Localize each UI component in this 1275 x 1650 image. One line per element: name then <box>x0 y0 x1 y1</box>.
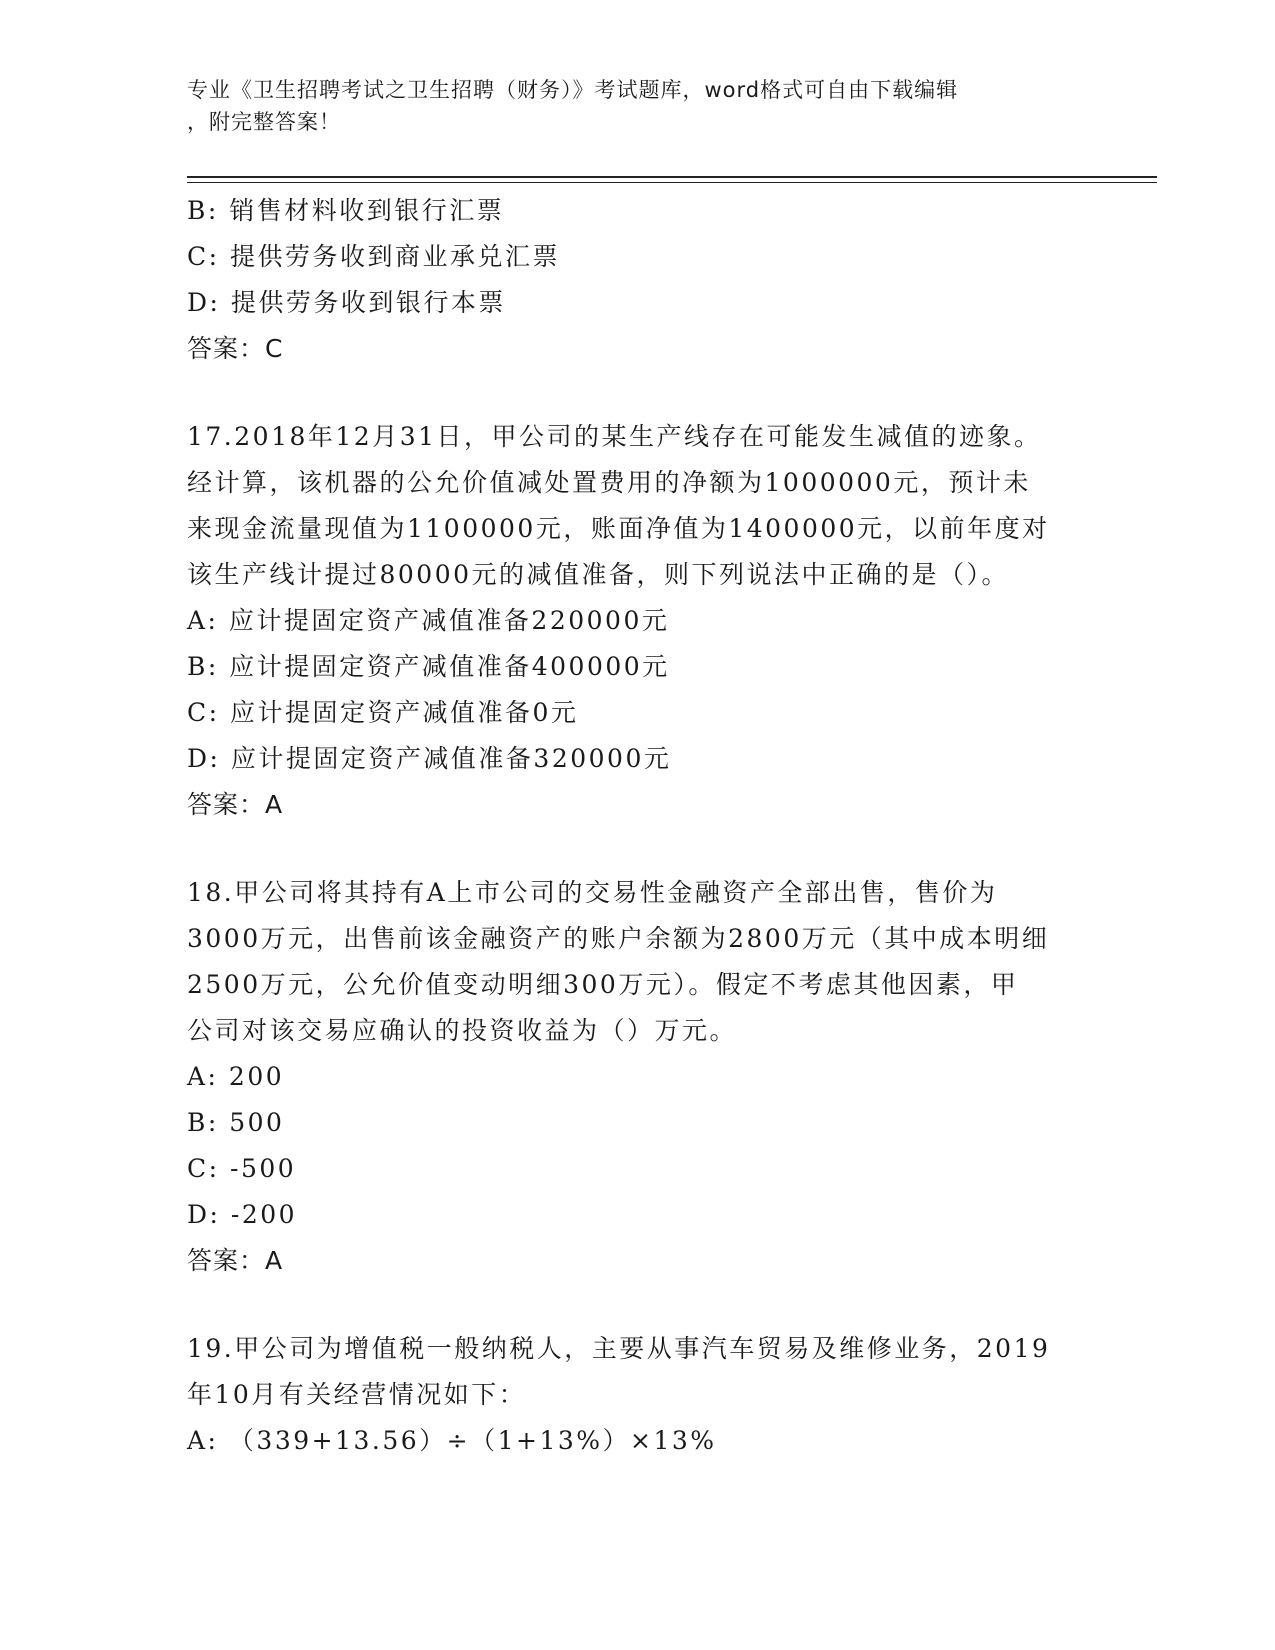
spacer <box>187 372 1087 414</box>
option-c: C: 提供劳务收到商业承兑汇票 <box>187 242 560 271</box>
page-header <box>187 74 1087 138</box>
question-19 <box>187 1326 1087 1464</box>
header-divider-thin <box>187 182 1157 183</box>
option-d: D: 提供劳务收到银行本票 <box>187 288 506 317</box>
question-content <box>187 188 1087 1464</box>
header-divider-thick <box>187 176 1157 178</box>
question-17 <box>187 414 1087 828</box>
question-text-line: 该生产线计提过80000元的减值准备，则下列说法中正确的是（）。 <box>187 560 1010 589</box>
question-text-line: 17.2018年12月31日，甲公司的某生产线存在可能发生减值的迹象。 <box>187 422 1042 451</box>
option-a: A: （339+13.56）÷（1+13%）×13% <box>187 1426 717 1455</box>
option-a: A: 200 <box>187 1062 285 1091</box>
question-text-line: 19.甲公司为增值税一般纳税人，主要从事汽车贸易及维修业务，2019 <box>187 1334 1051 1363</box>
question-16-tail <box>187 188 1087 372</box>
answer: 答案：A <box>187 790 284 819</box>
question-text-line: 3000万元，出售前该金融资产的账户余额为2800万元（其中成本明细 <box>187 924 1050 953</box>
answer: 答案：C <box>187 334 284 363</box>
option-d: D: 应计提固定资产减值准备320000元 <box>187 744 672 773</box>
option-b: B: 销售材料收到银行汇票 <box>187 196 505 225</box>
question-text-line: 年10月有关经营情况如下： <box>187 1380 527 1409</box>
option-d: D: -200 <box>187 1200 298 1229</box>
header-line-2: ，附完整答案！ <box>187 110 341 134</box>
question-text-line: 18.甲公司将其持有A上市公司的交易性金融资产全部出售，售价为 <box>187 878 998 907</box>
option-c: C: -500 <box>187 1154 297 1183</box>
question-text-line: 来现金流量现值为1100000元，账面净值为1400000元，以前年度对 <box>187 514 1050 543</box>
option-b: B: 应计提固定资产减值准备400000元 <box>187 652 670 681</box>
question-text-line: 公司对该交易应确认的投资收益为（）万元。 <box>187 1016 738 1045</box>
answer: 答案：A <box>187 1246 284 1275</box>
question-text-line: 2500万元，公允价值变动明细300万元）。假定不考虑其他因素，甲 <box>187 970 1019 999</box>
spacer <box>187 828 1087 870</box>
header-line-1: 专业《卫生招聘考试之卫生招聘（财务）》考试题库，word格式可自由下载编辑 <box>187 78 959 102</box>
option-b: B: 500 <box>187 1108 285 1137</box>
question-text-line: 经计算，该机器的公允价值减处置费用的净额为1000000元，预计未 <box>187 468 1031 497</box>
spacer <box>187 1284 1087 1326</box>
option-a: A: 应计提固定资产减值准备220000元 <box>187 606 670 635</box>
question-18 <box>187 870 1087 1284</box>
option-c: C: 应计提固定资产减值准备0元 <box>187 698 579 727</box>
